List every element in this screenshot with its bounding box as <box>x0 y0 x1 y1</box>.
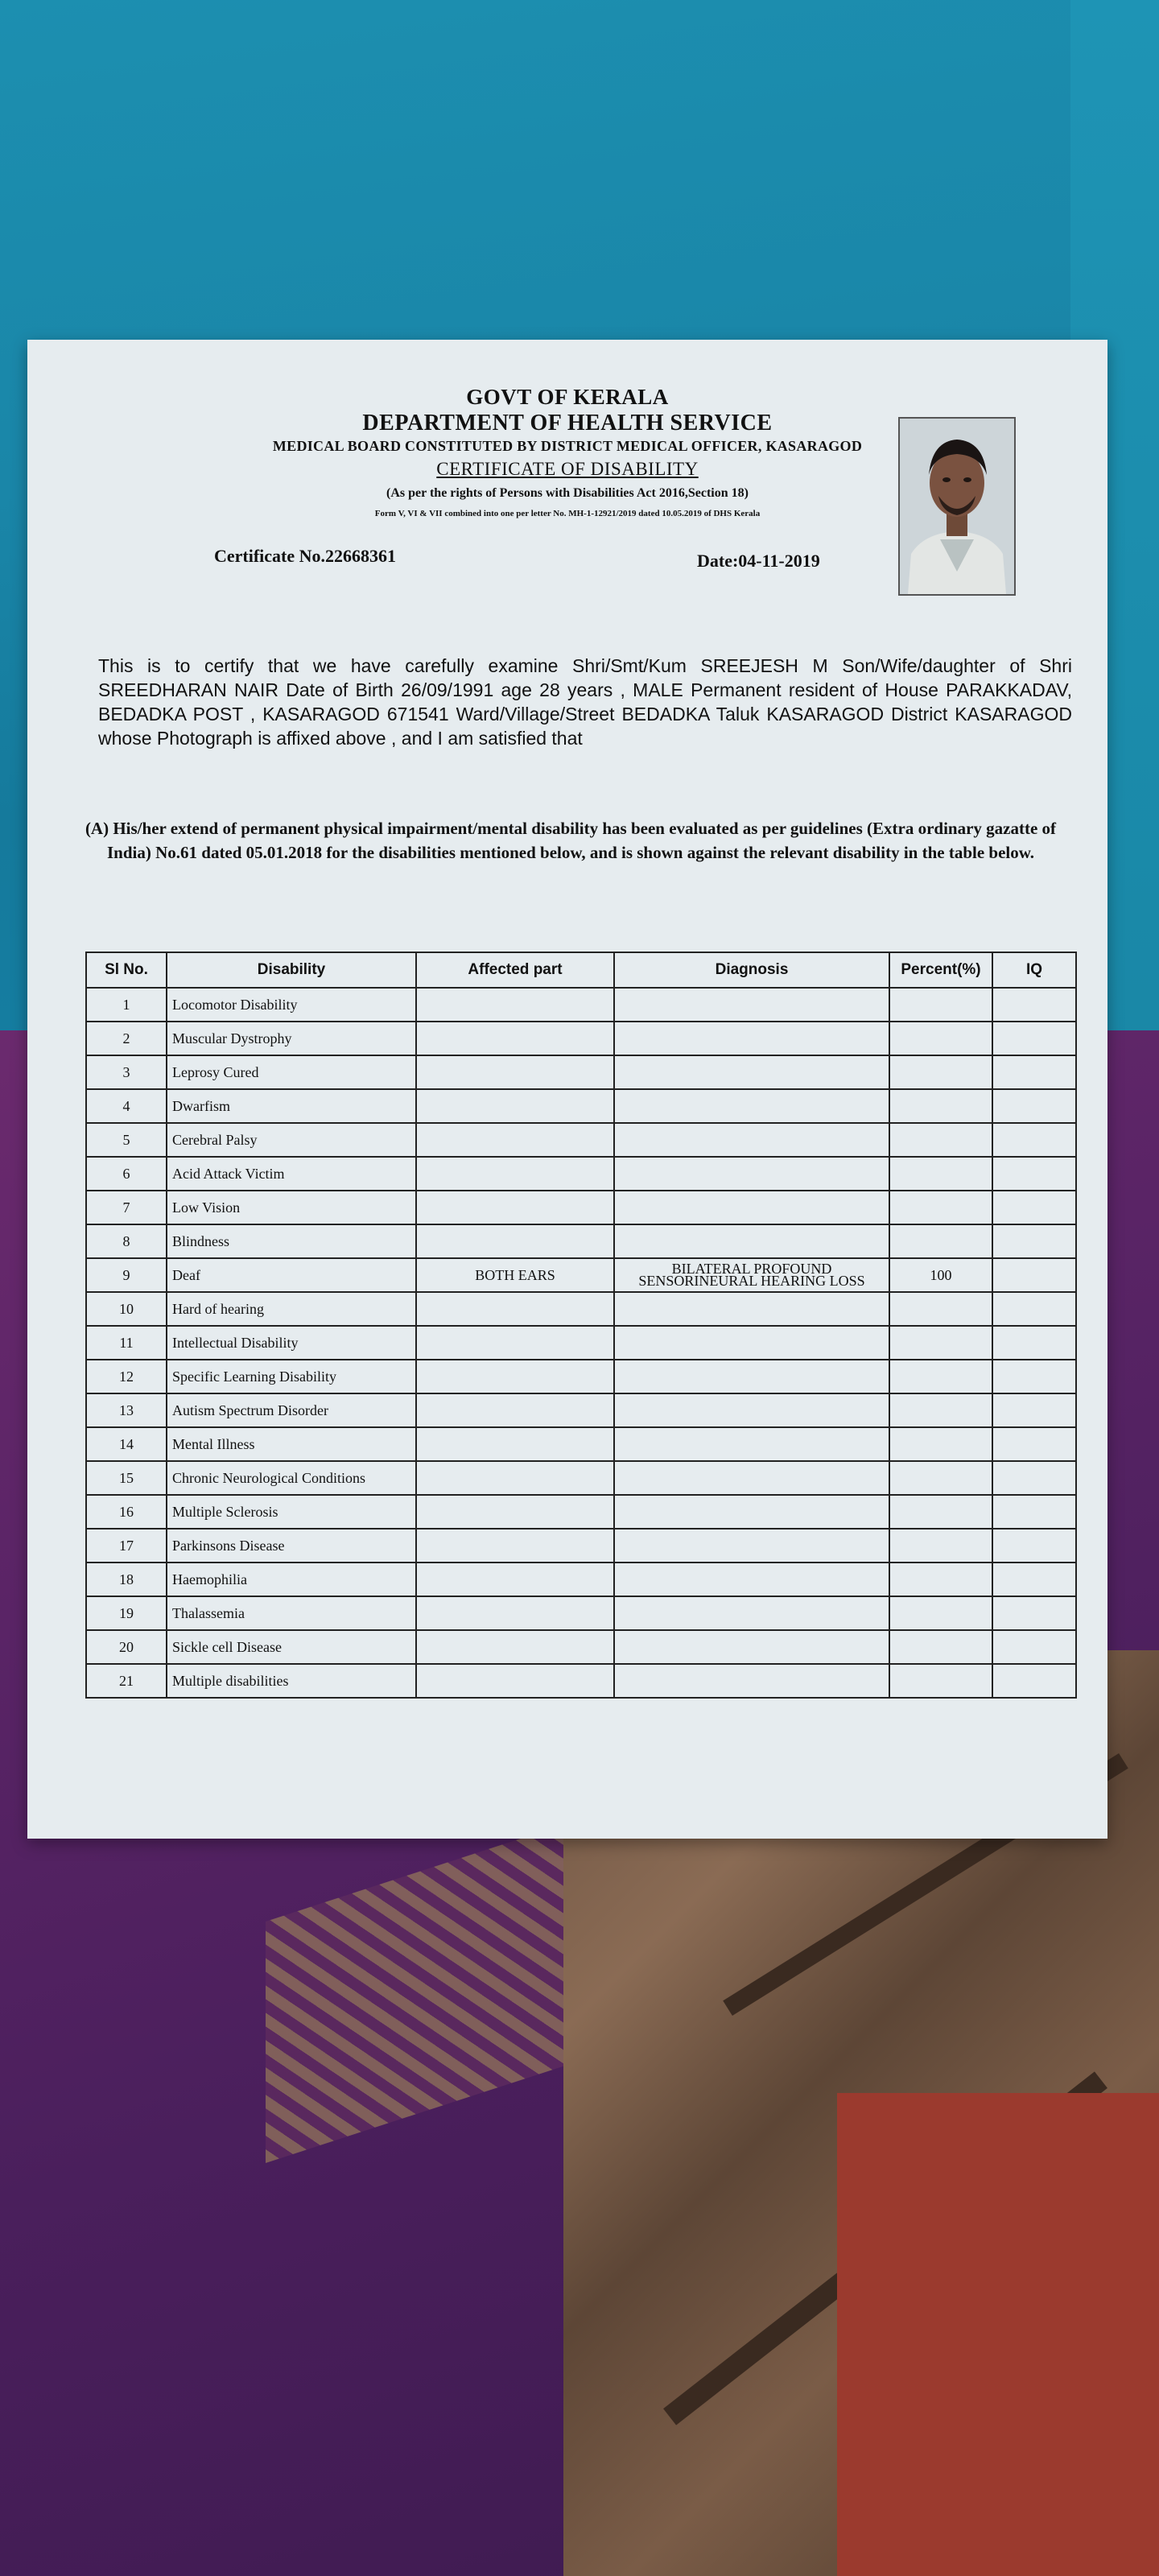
cell-disability: Multiple Sclerosis <box>167 1495 416 1529</box>
cell-affected-part <box>416 1630 614 1664</box>
cell-iq <box>992 1529 1076 1563</box>
cell-disability: Dwarfism <box>167 1089 416 1123</box>
cell-iq <box>992 1123 1076 1157</box>
cell-affected-part <box>416 988 614 1022</box>
certificate-paper <box>27 340 1107 1839</box>
cell-disability: Acid Attack Victim <box>167 1157 416 1191</box>
cell-affected-part <box>416 1393 614 1427</box>
certificate-title: CERTIFICATE OF DISABILITY <box>436 459 699 479</box>
header-board: MEDICAL BOARD CONSTITUTED BY DISTRICT MEDICAL OFFICER, KASARAGOD <box>272 438 863 454</box>
cell-iq <box>992 988 1076 1022</box>
cell-affected-part <box>416 1022 614 1055</box>
table-row <box>86 1157 1076 1191</box>
cell-iq <box>992 1596 1076 1630</box>
table-row <box>86 1022 1076 1055</box>
cell-diagnosis <box>614 1563 889 1596</box>
cell-percent <box>889 1596 992 1630</box>
cell-sl-no: 20 <box>86 1630 167 1664</box>
cell-sl-no: 12 <box>86 1360 167 1393</box>
cell-disability: Thalassemia <box>167 1596 416 1630</box>
cell-diagnosis <box>614 1427 889 1461</box>
cell-iq <box>992 1427 1076 1461</box>
cell-diagnosis <box>614 1461 889 1495</box>
column-header: Affected part <box>416 952 614 988</box>
table-row <box>86 1596 1076 1630</box>
header-act: (As per the rights of Persons with Disabilities Act 2016,Section 18) <box>386 486 749 500</box>
cell-iq <box>992 1022 1076 1055</box>
cell-disability: Leprosy Cured <box>167 1055 416 1089</box>
cell-disability: Muscular Dystrophy <box>167 1022 416 1055</box>
cell-disability: Chronic Neurological Conditions <box>167 1461 416 1495</box>
cell-disability: Mental Illness <box>167 1427 416 1461</box>
table-row <box>86 1258 1076 1292</box>
person-photo <box>898 417 1016 596</box>
certification-statement: This is to certify that we have carefully examine Shri/Smt/Kum SREEJESH M Son/Wife/daughter of Shri SREEDHARAN NAIR Date of Birth 26/09/1991 age 28 years , MALE Permanent resident of House PARAKKADAV, BEDADKA POST , KASARAGOD 671541 Ward/Village/Street BEDADKA Taluk KASARAGOD District KASARAGOD whose Photograph is affixed above , and I am satisfied that <box>98 655 1072 749</box>
cell-diagnosis <box>614 1089 889 1123</box>
cell-disability: Parkinsons Disease <box>167 1529 416 1563</box>
cell-percent <box>889 1123 992 1157</box>
cell-percent <box>889 1529 992 1563</box>
disability-table <box>85 952 1077 1699</box>
cell-sl-no: 21 <box>86 1664 167 1698</box>
table-row <box>86 1055 1076 1089</box>
cell-iq <box>992 1326 1076 1360</box>
cell-diagnosis <box>614 1630 889 1664</box>
cell-percent <box>889 1495 992 1529</box>
cell-diagnosis: BILATERAL PROFOUND SENSORINEURAL HEARING LOSS <box>614 1258 889 1292</box>
cell-percent <box>889 1191 992 1224</box>
cell-diagnosis <box>614 1393 889 1427</box>
column-header: Diagnosis <box>614 952 889 988</box>
table-row <box>86 1427 1076 1461</box>
cell-affected-part <box>416 1360 614 1393</box>
cell-diagnosis <box>614 1022 889 1055</box>
table-row <box>86 1630 1076 1664</box>
certificate-number: Certificate No.22668361 <box>214 546 397 566</box>
cell-diagnosis <box>614 1292 889 1326</box>
cell-percent <box>889 1427 992 1461</box>
cell-iq <box>992 1224 1076 1258</box>
cell-sl-no: 10 <box>86 1292 167 1326</box>
cell-disability: Intellectual Disability <box>167 1326 416 1360</box>
cell-iq <box>992 1461 1076 1495</box>
cell-affected-part <box>416 1529 614 1563</box>
cell-disability: Specific Learning Disability <box>167 1360 416 1393</box>
table-row <box>86 1292 1076 1326</box>
cell-affected-part <box>416 1427 614 1461</box>
evaluation-paragraph: (A) His/her extend of permanent physical impairment/mental disability has been evaluated as per guidelines (Extra ordinary gazatte of India) No.61 dated 05.01.2018 for the disabilities mentioned below, and is shown against the relevant disability in the table below. <box>85 819 1057 862</box>
cell-diagnosis <box>614 1224 889 1258</box>
person-photo-icon <box>900 419 1014 594</box>
table-row <box>86 1563 1076 1596</box>
table-row <box>86 1461 1076 1495</box>
table-row <box>86 1089 1076 1123</box>
cell-affected-part <box>416 1326 614 1360</box>
cell-affected-part <box>416 1596 614 1630</box>
cell-affected-part <box>416 1123 614 1157</box>
cell-affected-part <box>416 1563 614 1596</box>
cell-percent <box>889 1224 992 1258</box>
cell-diagnosis <box>614 1529 889 1563</box>
cell-iq <box>992 1360 1076 1393</box>
cell-percent <box>889 1664 992 1698</box>
table-row <box>86 1224 1076 1258</box>
cell-disability: Sickle cell Disease <box>167 1630 416 1664</box>
cell-diagnosis <box>614 1360 889 1393</box>
cell-iq <box>992 1292 1076 1326</box>
cell-diagnosis <box>614 1326 889 1360</box>
cell-percent <box>889 1055 992 1089</box>
cell-iq <box>992 1563 1076 1596</box>
table-row <box>86 1326 1076 1360</box>
cell-iq <box>992 1258 1076 1292</box>
cell-iq <box>992 1055 1076 1089</box>
table-row <box>86 1529 1076 1563</box>
cell-affected-part: BOTH EARS <box>416 1258 614 1292</box>
cell-percent <box>889 988 992 1022</box>
table-row <box>86 1664 1076 1698</box>
cell-sl-no: 5 <box>86 1123 167 1157</box>
cell-diagnosis <box>614 1055 889 1089</box>
cell-sl-no: 17 <box>86 1529 167 1563</box>
cell-sl-no: 11 <box>86 1326 167 1360</box>
cell-affected-part <box>416 1292 614 1326</box>
cell-sl-no: 1 <box>86 988 167 1022</box>
cell-affected-part <box>416 1224 614 1258</box>
cell-sl-no: 3 <box>86 1055 167 1089</box>
cell-percent <box>889 1022 992 1055</box>
header-govt: GOVT OF KERALA <box>466 385 669 409</box>
header-form-note: Form V, VI & VII combined into one per letter No. MH-1-12921/2019 dated 10.05.2019 of DHS Kerala <box>374 509 761 518</box>
cell-diagnosis <box>614 1596 889 1630</box>
cell-disability: Haemophilia <box>167 1563 416 1596</box>
cell-disability: Cerebral Palsy <box>167 1123 416 1157</box>
cell-iq <box>992 1495 1076 1529</box>
cell-affected-part <box>416 1055 614 1089</box>
cell-disability: Low Vision <box>167 1191 416 1224</box>
cell-affected-part <box>416 1461 614 1495</box>
cell-iq <box>992 1630 1076 1664</box>
cell-sl-no: 14 <box>86 1427 167 1461</box>
column-header: Percent(%) <box>889 952 992 988</box>
cell-diagnosis <box>614 1495 889 1529</box>
cell-sl-no: 19 <box>86 1596 167 1630</box>
cell-iq <box>992 1089 1076 1123</box>
cell-diagnosis <box>614 988 889 1022</box>
table-row <box>86 988 1076 1022</box>
table-row <box>86 1393 1076 1427</box>
cell-disability: Deaf <box>167 1258 416 1292</box>
cell-disability: Autism Spectrum Disorder <box>167 1393 416 1427</box>
table-row <box>86 1360 1076 1393</box>
cell-diagnosis <box>614 1191 889 1224</box>
cell-affected-part <box>416 1157 614 1191</box>
cell-iq <box>992 1157 1076 1191</box>
cell-percent <box>889 1292 992 1326</box>
column-header: Sl No. <box>86 952 167 988</box>
cell-sl-no: 8 <box>86 1224 167 1258</box>
cell-affected-part <box>416 1191 614 1224</box>
cell-disability: Hard of hearing <box>167 1292 416 1326</box>
cell-percent <box>889 1089 992 1123</box>
cell-iq <box>992 1191 1076 1224</box>
cell-percent <box>889 1157 992 1191</box>
cell-percent <box>889 1326 992 1360</box>
header-department: DEPARTMENT OF HEALTH SERVICE <box>362 411 773 436</box>
cell-sl-no: 7 <box>86 1191 167 1224</box>
cell-diagnosis <box>614 1123 889 1157</box>
table-row <box>86 1123 1076 1157</box>
cell-sl-no: 2 <box>86 1022 167 1055</box>
table-header-row <box>86 952 1076 988</box>
cell-sl-no: 18 <box>86 1563 167 1596</box>
cell-percent <box>889 1393 992 1427</box>
cell-percent <box>889 1461 992 1495</box>
cell-diagnosis <box>614 1664 889 1698</box>
cell-affected-part <box>416 1495 614 1529</box>
cell-sl-no: 13 <box>86 1393 167 1427</box>
cell-sl-no: 9 <box>86 1258 167 1292</box>
cell-disability: Blindness <box>167 1224 416 1258</box>
cell-percent <box>889 1630 992 1664</box>
cell-sl-no: 4 <box>86 1089 167 1123</box>
cell-disability: Locomotor Disability <box>167 988 416 1022</box>
cell-iq <box>992 1664 1076 1698</box>
table-row <box>86 1191 1076 1224</box>
cell-sl-no: 15 <box>86 1461 167 1495</box>
cell-percent <box>889 1360 992 1393</box>
table-row <box>86 1495 1076 1529</box>
column-header: Disability <box>167 952 416 988</box>
cell-affected-part <box>416 1089 614 1123</box>
cell-disability: Multiple disabilities <box>167 1664 416 1698</box>
background-red-surface <box>837 2093 1159 2576</box>
cell-percent: 100 <box>889 1258 992 1292</box>
cell-diagnosis <box>614 1157 889 1191</box>
cell-sl-no: 6 <box>86 1157 167 1191</box>
cell-affected-part <box>416 1664 614 1698</box>
column-header: IQ <box>992 952 1076 988</box>
cell-percent <box>889 1563 992 1596</box>
cell-iq <box>992 1393 1076 1427</box>
cell-sl-no: 16 <box>86 1495 167 1529</box>
certificate-date: Date:04-11-2019 <box>697 551 820 571</box>
